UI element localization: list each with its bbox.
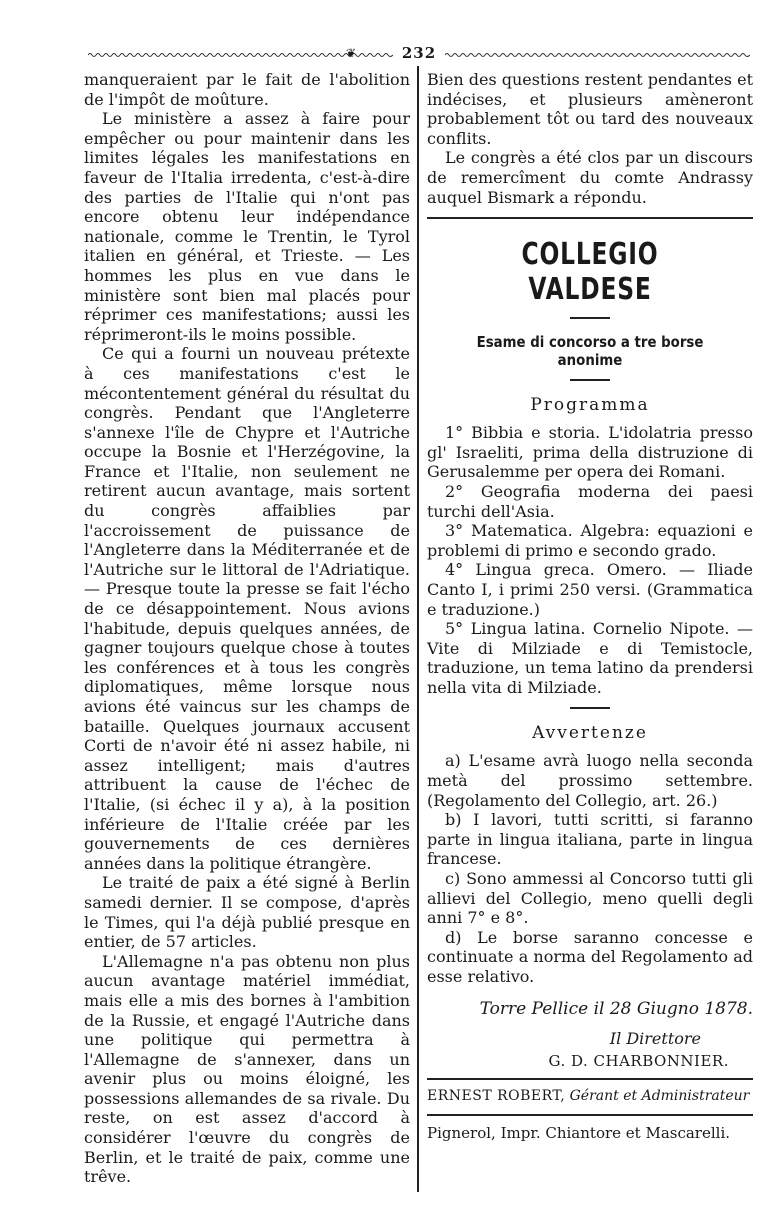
article-paragraph: Bien des questions restent pendantes et indécises, et plusieurs amèneront probablement tôt ou tard des nouveaux conflits. — [427, 70, 753, 148]
imprint-section — [427, 1078, 753, 1142]
programma-item: 2° Geografia moderna dei paesi turchi dell'Asia. — [427, 481, 753, 521]
imprint-role: Gérant et Administrateur — [569, 1087, 750, 1104]
notice-subtitle: Esame di concorso a tre borse anonime — [476, 333, 704, 370]
imprint-line — [427, 1088, 753, 1104]
avvertenze-item: c) Sono ammessi al Concorso tutti gli allievi del Collegio, meno quelli degli anni 7° e 8°. — [427, 869, 753, 928]
article-paragraph: Le congrès a été clos par un discours de remercîment du comte Andrassy auquel Bismark a répondu. — [427, 148, 753, 207]
wavy-rule-right — [445, 52, 750, 58]
short-divider — [570, 317, 610, 319]
left-column — [84, 70, 410, 1187]
place-date: Torre Pellice il 28 Giugno 1878. — [479, 998, 753, 1019]
article-paragraph: manqueraient par le fait de l'abolition de l'impôt de moûture. — [84, 70, 410, 109]
fleuron-ornament-icon: ❦ — [346, 46, 357, 60]
programma-item: 5° Lingua latina. Cornelio Nipote. — Vite di Milziade e di Temistocle, traduzione, un tema latino da prendersi nella vita di Milziade. — [427, 619, 753, 697]
avvertenze-heading: Avvertenze — [532, 723, 648, 744]
programma-item: 4° Lingua greca. Omero. — Iliade Canto I, i primi 250 versi. (Grammatica e traduzione.) — [427, 560, 753, 619]
programma-heading: Programma — [530, 395, 650, 416]
article-paragraph: Ce qui a fourni un nouveau prétexte à ces manifestations c'est le mécontentement général du résultat du congrès. Pendant que l'Angleterre s'annexe l'île de Chypre et l'Autriche occupe la Bosnie et l'Herzégovine, la France et l'Italie, non seulement ne retirent aucun avantage, mais sortent du congrès affaiblies par l'accroissement de puissance de l'Angleterre dans la Méditerranée et de l'Autriche sur le littoral de l'Adriatique. — Presque toute la presse se fait l'écho de ce désappointement. Nous avions l'habitude, depuis quelques années, de gagner toujours quelque chose à toutes les conférences et à tous les congrès diplomatiques, même lorsque nous avions été vaincus sur les champs de bataille. Quelques journaux accusent Corti de n'avoir été ni assez habile, ni assez intelligent; mais d'autres attribuent la cause de l'échec de l'Italie, (si échec il y a), à la position inférieure de l'Italie créée par les gouvernements de ces dernières années dans la politique étrangère. — [84, 344, 410, 873]
avvertenze-item: a) L'esame avrà luogo nella seconda metà del prossimo settembre. (Regolamento del Collegio, art. 26.) — [427, 751, 753, 810]
page-number: 232 — [401, 44, 437, 62]
imprint-name: ERNEST ROBERT, — [427, 1087, 566, 1104]
programma-item: 1° Bibbia e storia. L'idolatria presso gl' Israeliti, prima della distruzione di Gerusalemme per opera dei Romani. — [427, 423, 753, 482]
section-divider — [427, 217, 753, 219]
article-paragraph: L'Allemagne n'a pas obtenu non plus aucun avantage matériel immédiat, mais elle a mis des bornes à l'ambition de la Russie, et engagé l'Autriche dans une politique qui permettra à l'Allemagne de s'annexer, dans un avenir plus ou moins éloigné, les possessions allemandes de sa rivale. Du reste, on est assez d'accord à considérer l'œuvre du congrès de Berlin, et le traité de paix, comme une trêve. — [84, 951, 410, 1187]
director-name: G. D. CHARBONNIER. — [548, 1051, 729, 1070]
avvertenze-item: d) Le borse saranno concesse e continuate a norma del Regolamento ad esse relativo. — [427, 927, 753, 986]
article-paragraph: Le ministère a assez à faire pour empêcher ou pour maintenir dans les limites légales les manifestations en faveur de l'Italia irredenta, c'est-à-dire des parties de l'Italie qui n'ont pas encore obtenu leur indépendance nationale, comme le Trentin, le Tyrol italien en général, et Trieste. — Les hommes les plus en vue dans le ministère sont bien mal placés pour réprimer ces manifestations; aussi les réprimeront-ils le moins possible. — [84, 109, 410, 344]
programma-item: 3° Matematica. Algebra: equazioni e problemi di primo e secondo grado. — [427, 521, 753, 560]
article-paragraph: Le traité de paix a été signé à Berlin samedi dernier. Il se compose, d'après le Times, qui l'a déjà publié presque en entier, de 57 articles. — [84, 873, 410, 952]
short-divider — [570, 707, 610, 709]
page-header — [88, 40, 750, 66]
director-title: Il Direttore — [609, 1028, 701, 1048]
notice-title: COLLEGIO VALDESE — [521, 237, 659, 308]
short-divider — [570, 379, 610, 381]
printer-line: Pignerol, Impr. Chiantore et Mascarelli. — [427, 1114, 753, 1142]
avvertenze-item: b) I lavori, tutti scritti, si faranno parte in lingua italiana, parte in lingua francese. — [427, 810, 753, 869]
column-divider — [417, 66, 419, 1192]
right-column — [427, 70, 753, 1142]
